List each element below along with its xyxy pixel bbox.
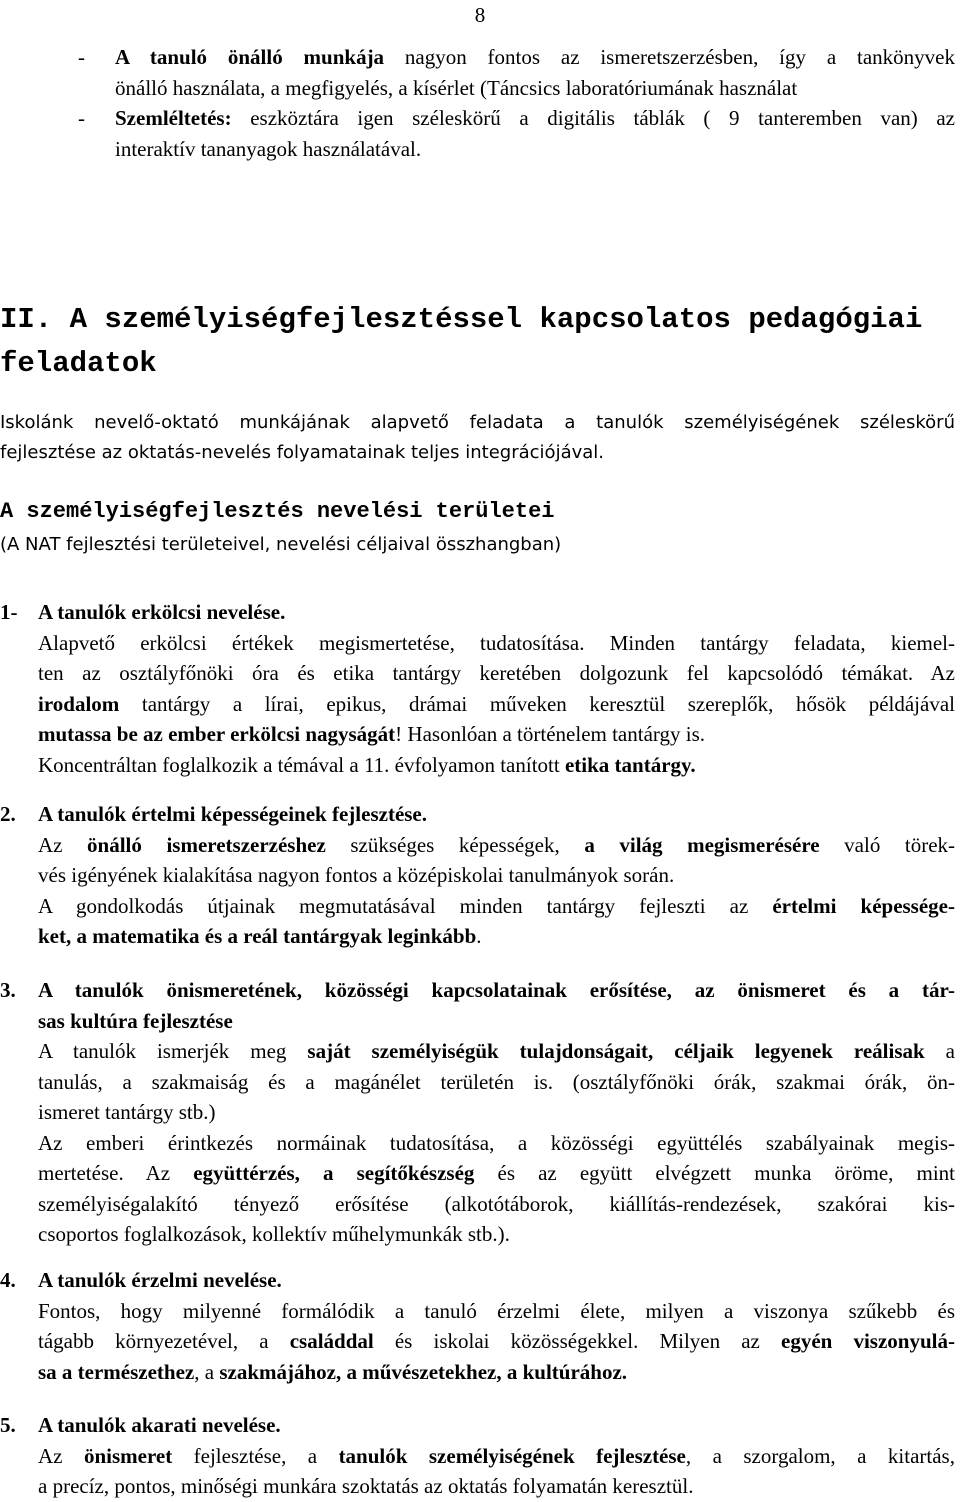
bold-text: mutassa be az ember erkölcsi nagyságát: [38, 722, 396, 746]
bold-text: szakmájához, a művészetekhez, a kultúrához.: [219, 1359, 628, 1384]
bullet-text: nagyon fontos az ismeretszerzésben, így a tankönyvek: [384, 45, 955, 69]
bold-text: ket, a matematika és a reál tantárgyak leginkább: [38, 924, 477, 948]
bullet-dash: -: [78, 45, 85, 69]
text: , a: [194, 1359, 220, 1384]
item-1-body: [0, 597, 955, 780]
item-line: [38, 1326, 955, 1357]
item-line: ismeret tantárgy stb.): [38, 1100, 216, 1124]
subsection-subtitle: (A NAT fejlesztési területeivel, nevelési céljaival összhangban): [0, 534, 562, 555]
item-2-body: [0, 799, 955, 952]
bold-text: tanulók személyiségének fejlesztése: [338, 1443, 686, 1468]
item-title: A tanulók akarati nevelése.: [38, 1413, 281, 1437]
item-line: vés igényének kialakítása nagyon fontos a középiskolai tanulmányok során.: [38, 863, 675, 887]
item-2: [0, 799, 955, 952]
text: fejlesztése, a: [172, 1443, 339, 1468]
item-line: [38, 921, 955, 952]
item-title: sas kultúra fejlesztése: [38, 1008, 233, 1033]
item-title: A tanulók értelmi képességeinek fejlesztése.: [38, 802, 428, 826]
text: a: [924, 1039, 955, 1063]
bullet-text: eszköztára igen széleskörű a digitális táblák ( 9 tanteremben van) az: [231, 106, 955, 130]
bold-text: saját személyiségük tulajdonságait, céljaik legyenek reálisak: [307, 1039, 925, 1063]
item-line: [38, 719, 955, 750]
bold-text: önálló ismeretszerzéshez: [87, 832, 326, 857]
item-number: 5.: [0, 1413, 16, 1437]
item-line: [38, 1158, 955, 1189]
section-title-line: feladatok: [0, 347, 157, 380]
paragraph-line: fejlesztése az oktatás-nevelés folyamatainak teljes integrációjával.: [0, 442, 605, 463]
item-number: 3.: [0, 978, 16, 1002]
item-line: Az emberi érintkezés normáinak tudatosítása, a közösségi együttélés szabályainak megis-: [38, 1130, 955, 1155]
item-line: [38, 1036, 955, 1067]
bold-text: a világ megismerésére: [584, 832, 820, 857]
bold-text: egyén viszonyulá-: [781, 1329, 955, 1353]
intro-bullet-list: [78, 42, 955, 164]
text: Koncentráltan foglalkozik a témával a 11. évfolyamon tanított: [38, 752, 565, 777]
item-number: 4.: [0, 1268, 16, 1292]
item-number: 2.: [0, 802, 16, 826]
item-line: [38, 830, 955, 861]
bold-text: együttérzés, a segítőkészség: [193, 1161, 475, 1185]
item-line: [38, 750, 955, 781]
text: tágabb környezetével, a: [38, 1329, 290, 1353]
text: , a szorgalom, a kitartás,: [685, 1443, 955, 1468]
item-5: [0, 1410, 955, 1502]
item-line: [38, 891, 955, 922]
bold-text: önismeret: [83, 1443, 173, 1468]
item-title: A tanulók önismeretének, közösségi kapcsolatainak erősítése, az önismeret és a tár-: [38, 978, 955, 1002]
text: A gondolkodás útjainak megmutatásával minden tantárgy fejleszti az: [38, 893, 773, 918]
text: Az: [38, 832, 88, 857]
item-line: Fontos, hogy milyenné formálódik a tanuló érzelmi élete, milyen a viszonya szűkebb és: [38, 1298, 955, 1323]
item-number: 1-: [0, 600, 18, 624]
intro-paragraph: [0, 408, 955, 468]
item-3: [0, 975, 955, 1250]
page-number: 8: [474, 3, 486, 27]
paragraph-line: Iskolánk nevelő-oktató munkájának alapvető feladata a tanulók személyiségének széleskörű: [0, 412, 955, 433]
bold-text: értelmi képessége-: [772, 893, 955, 918]
item-3-body: [0, 975, 955, 1250]
item-line: [38, 689, 955, 720]
item-line: tanulás, a szakmaiság és a magánélet területén is. (osztályfőnöki órák, szakmai órák, ön-: [38, 1069, 955, 1094]
section-title: [0, 298, 955, 386]
text: és az együtt elvégzett munka öröme, mint: [474, 1161, 956, 1185]
item-line: személyiségalakító tényező erősítése (alkotótáborok, kiállítás-rendezések, szakórai kis-: [38, 1191, 955, 1216]
item-4-body: [0, 1265, 955, 1387]
item-4: [0, 1265, 955, 1387]
item-line: [38, 1357, 955, 1388]
intro-bullet-1: [78, 42, 955, 103]
item-5-body: [0, 1410, 955, 1502]
section-title-line: II. A személyiségfejlesztéssel kapcsolatos pedagógiai: [0, 303, 923, 336]
subsection-title: A személyiségfejlesztés nevelési területei: [0, 499, 555, 524]
bold-text: irodalom: [38, 691, 120, 716]
bullet-bold-text: A tanuló önálló munkája: [115, 45, 385, 69]
bullet-line: [115, 42, 955, 73]
text: tantárgy a lírai, epikus, drámai műveken keresztül szereplők, hősök példájával: [119, 691, 955, 716]
bold-text: sa a természethez: [38, 1359, 195, 1384]
text: .: [476, 924, 482, 948]
bullet-line: önálló használata, a megfigyelés, a kísérlet (Táncsics laboratóriumának használat: [115, 75, 798, 100]
text: való törek-: [819, 832, 956, 857]
item-line: ten az osztályfőnöki óra és etika tantárgy keretében dolgozunk fel kapcsolódó témákat. Az: [38, 661, 955, 685]
bullet-dash: -: [78, 106, 85, 130]
item-title: A tanulók erkölcsi nevelése.: [38, 600, 286, 624]
bold-text: etika tantárgy.: [564, 752, 696, 777]
item-line: csoportos foglalkozások, kollektív műhelymunkák stb.).: [38, 1222, 510, 1246]
item-line: Alapvető erkölcsi értékek megismertetése, tudatosítása. Minden tantárgy feladata, kiemel-: [38, 630, 955, 655]
item-title: A tanulók érzelmi nevelése.: [38, 1268, 282, 1292]
item-line: a precíz, pontos, minőségi munkára szoktatás az oktatás folyamatán keresztül.: [38, 1474, 694, 1498]
item-1: [0, 597, 955, 780]
bullet-line: interaktív tananyagok használatával.: [115, 136, 422, 161]
text: ! Hasonlóan a történelem tantárgy is.: [395, 722, 706, 746]
bullet-bold-text: Szemléltetés:: [115, 106, 232, 130]
text: Az: [38, 1443, 84, 1468]
item-line: [38, 1441, 955, 1472]
text: szükséges képességek,: [325, 832, 585, 857]
text: mertetése. Az: [38, 1161, 194, 1185]
text: A tanulók ismerjék meg: [38, 1039, 308, 1063]
text: és iskolai közösségekkel. Milyen az: [373, 1329, 782, 1353]
bold-text: családdal: [289, 1329, 374, 1353]
bullet-line: [115, 103, 955, 134]
intro-bullet-2: [78, 103, 955, 164]
